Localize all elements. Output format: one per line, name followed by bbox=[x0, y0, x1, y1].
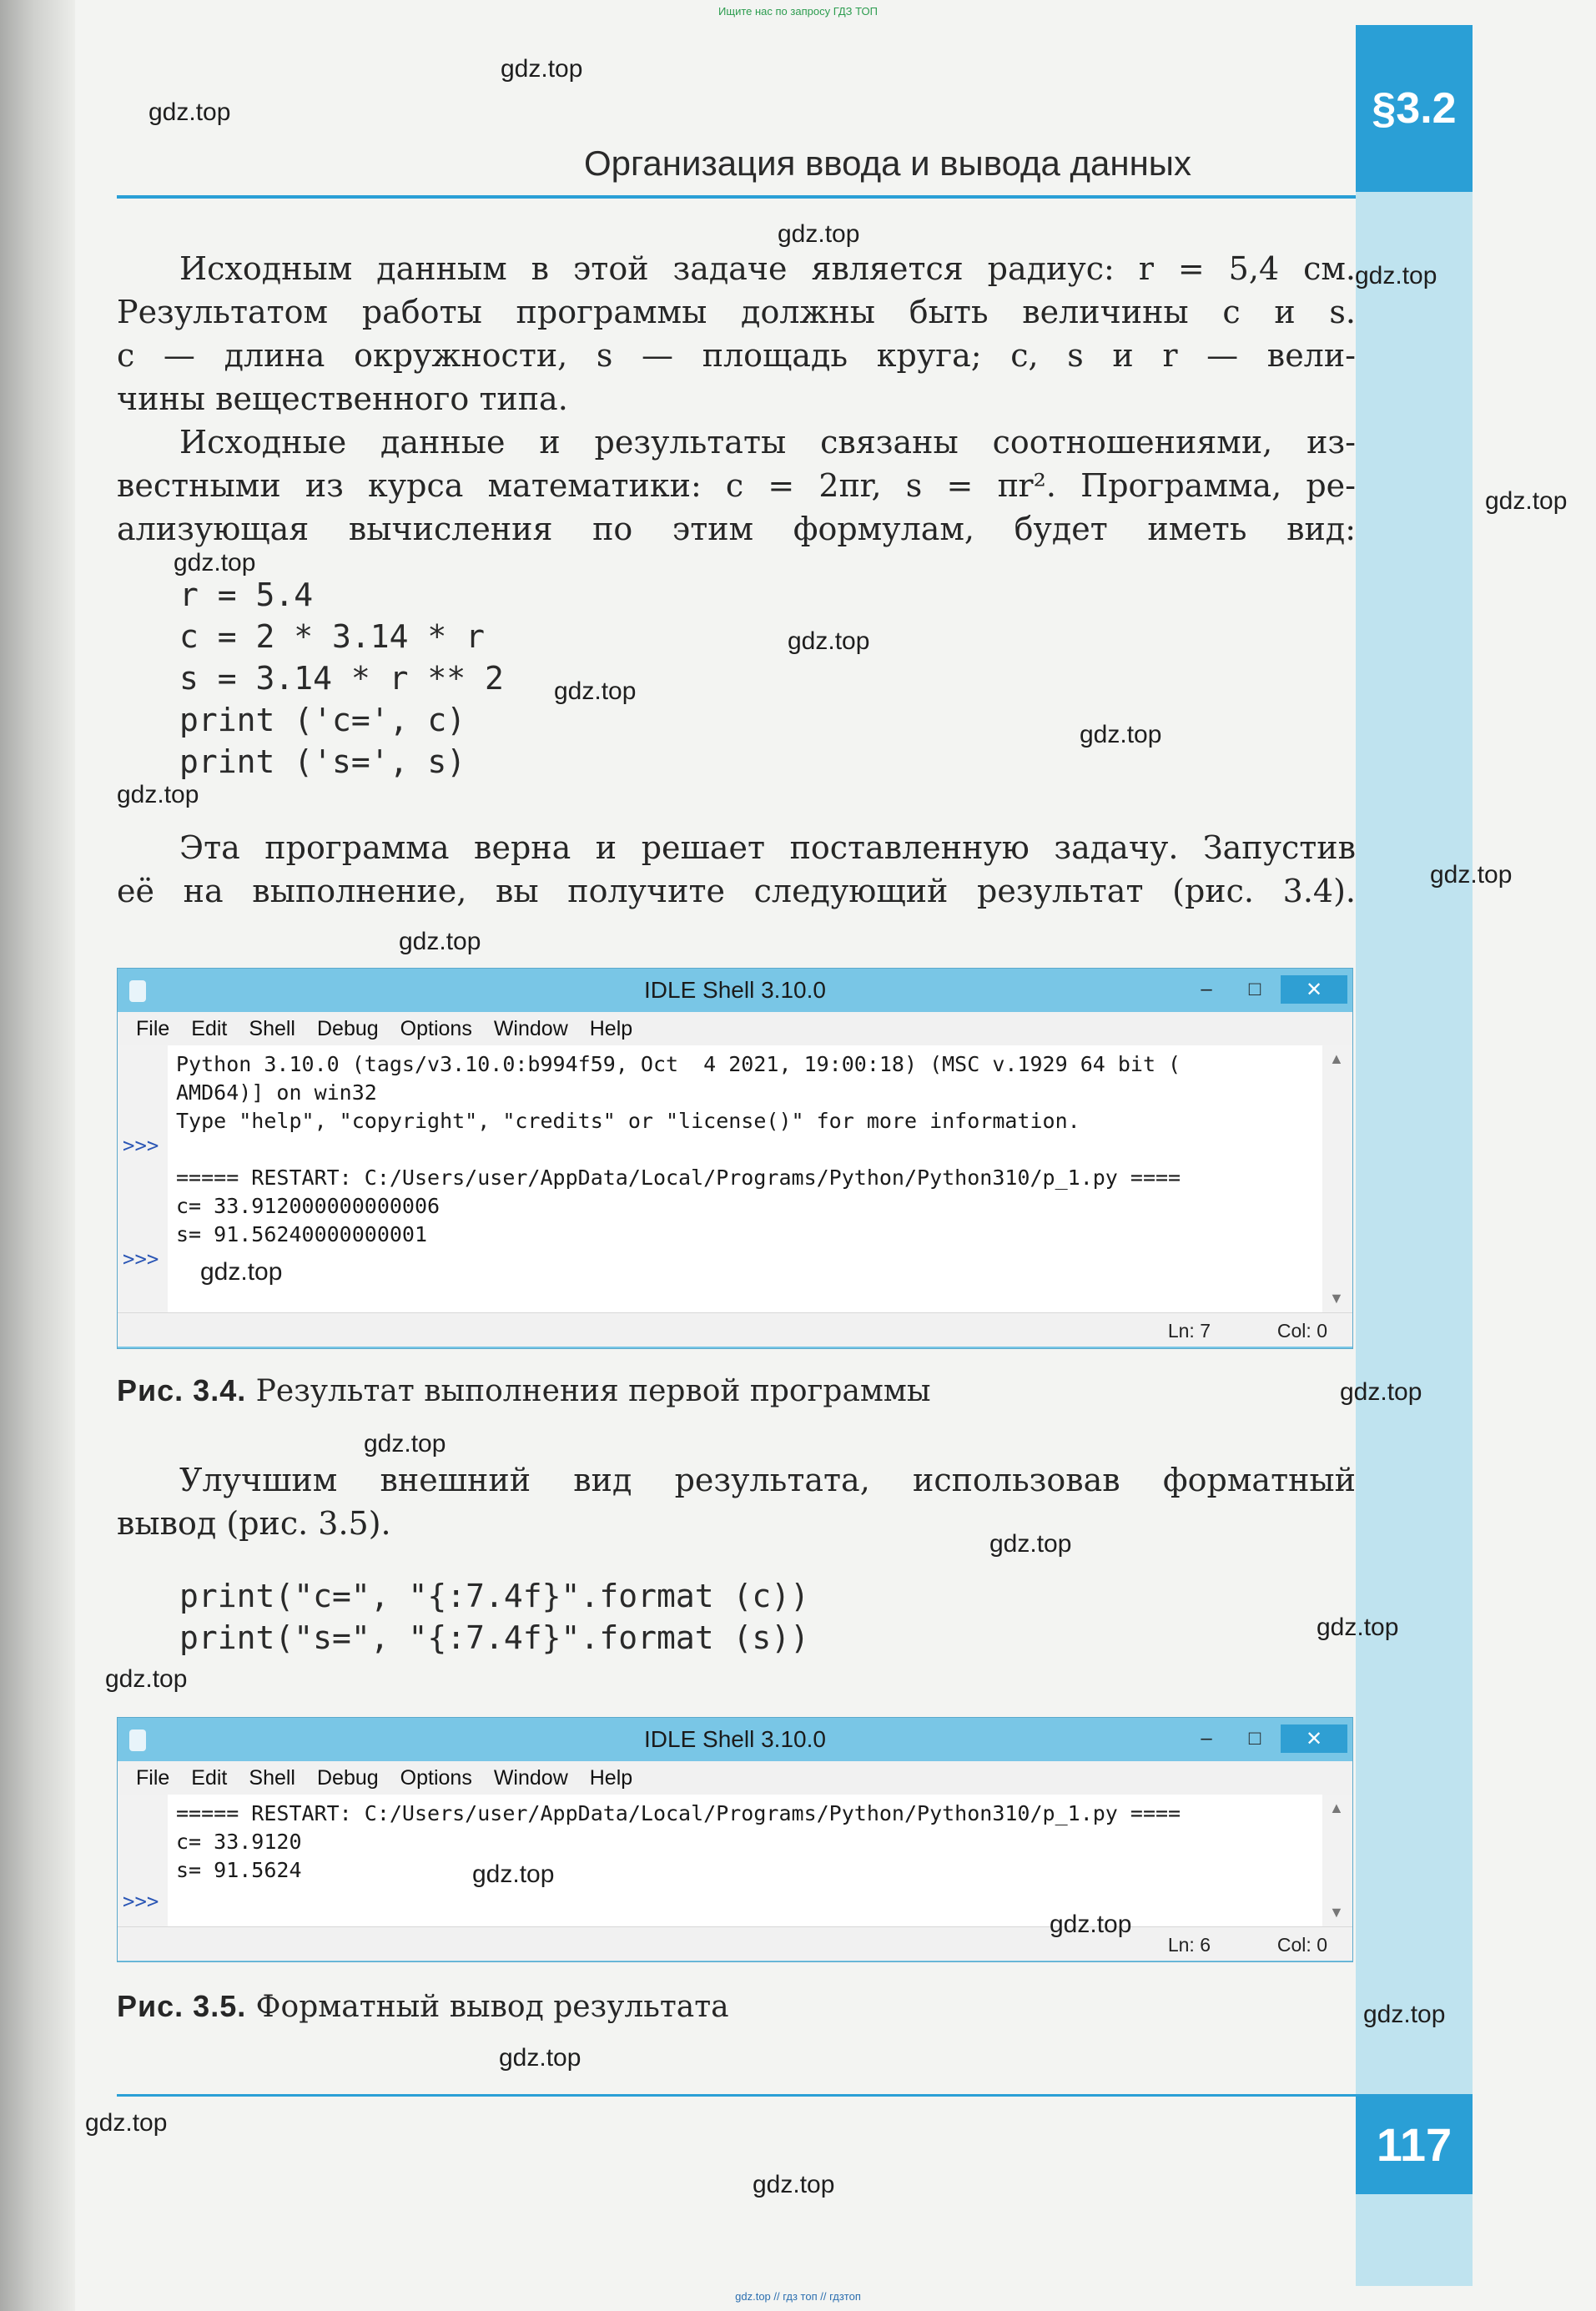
minimize-icon[interactable]: – bbox=[1201, 1727, 1212, 1750]
watermark: gdz.top bbox=[105, 1665, 188, 1693]
watermark: gdz.top bbox=[989, 1530, 1072, 1558]
status-column: Col: 0 bbox=[1276, 1934, 1327, 1956]
paragraph-2 bbox=[117, 420, 1356, 551]
menu-shell[interactable]: Shell bbox=[249, 1016, 295, 1040]
watermark: gdz.top bbox=[501, 55, 583, 83]
shell-prompt: >>> bbox=[123, 1134, 159, 1157]
paragraph-line: вестными из курса математики: c = 2πr, s = πr². Программа, ре- bbox=[117, 467, 1356, 504]
status-bar bbox=[118, 1312, 1352, 1347]
figure-caption-2 bbox=[117, 1989, 729, 2024]
menu-debug[interactable]: Debug bbox=[316, 1765, 379, 1790]
paragraph-line: Исходным данным в этой задаче является радиус: r = 5,4 см. bbox=[179, 250, 1356, 287]
watermark: gdz.top bbox=[1340, 1378, 1422, 1406]
watermark: gdz.top bbox=[1317, 1614, 1399, 1641]
menu-file[interactable]: File bbox=[136, 1765, 170, 1790]
status-line: Ln: 6 bbox=[1167, 1934, 1211, 1956]
menu-help[interactable]: Help bbox=[589, 1765, 633, 1790]
side-tab-strip bbox=[1356, 25, 1473, 2286]
idle-shell-window-2 bbox=[117, 1717, 1353, 1962]
menu-options[interactable]: Options bbox=[400, 1016, 472, 1040]
paragraph-line: c — длина окружности, s — площадь круга; c, s и r — вели- bbox=[117, 337, 1356, 374]
shell-prompt: >>> bbox=[123, 1890, 159, 1913]
menu-help[interactable]: Help bbox=[589, 1016, 633, 1040]
bottom-note: gdz.top // гдз топ // гдзтоп bbox=[735, 2290, 861, 2303]
status-bar bbox=[118, 1926, 1352, 1961]
paragraph-line: Улучшим внешний вид результата, использовав форматный bbox=[179, 1462, 1356, 1498]
menu-edit[interactable]: Edit bbox=[191, 1765, 228, 1790]
shell-prompt: >>> bbox=[123, 1247, 159, 1271]
paragraph-3 bbox=[117, 826, 1356, 913]
caption-number: Рис. 3.5. bbox=[117, 1989, 247, 2023]
paragraph-line: её на выполнение, вы получите следующий результат (рис. 3.4). bbox=[117, 873, 1356, 909]
caption-text: Форматный вывод результата bbox=[255, 1990, 729, 2024]
watermark: gdz.top bbox=[1355, 262, 1437, 290]
menu-shell[interactable]: Shell bbox=[249, 1765, 295, 1790]
idle-menubar bbox=[118, 1761, 1352, 1795]
status-line: Ln: 7 bbox=[1167, 1320, 1211, 1342]
caption-number: Рис. 3.4. bbox=[117, 1373, 247, 1407]
maximize-icon[interactable]: □ bbox=[1248, 978, 1261, 1000]
paragraph-line: Результатом работы программы должны быть величины c и s. bbox=[117, 294, 1356, 330]
close-icon[interactable]: ✕ bbox=[1281, 1724, 1347, 1753]
watermark: gdz.top bbox=[1485, 487, 1568, 515]
paragraph-line: Исходные данные и результаты связаны соотношениями, из- bbox=[179, 424, 1356, 461]
idle-menubar bbox=[118, 1012, 1352, 1045]
menu-options[interactable]: Options bbox=[400, 1765, 472, 1790]
minimize-icon[interactable]: – bbox=[1201, 978, 1212, 1000]
header-title: Организация ввода и вывода данных bbox=[584, 143, 1191, 183]
scroll-up-icon[interactable]: ▲ bbox=[1329, 1050, 1344, 1067]
menu-window[interactable]: Window bbox=[493, 1016, 568, 1040]
watermark: gdz.top bbox=[472, 1860, 555, 1888]
scroll-down-icon[interactable]: ▼ bbox=[1329, 1904, 1344, 1921]
shell-output[interactable]: ===== RESTART: C:/Users/user/AppData/Local/Programs/Python/Python310/p_1.py ==== c= 33.9120 s= 91.5624 bbox=[176, 1801, 1181, 1882]
watermark: gdz.top bbox=[174, 549, 256, 576]
idle-shell-body bbox=[118, 1045, 1352, 1312]
paragraph-line: вывод (рис. 3.5). bbox=[117, 1505, 391, 1542]
close-icon[interactable]: ✕ bbox=[1281, 975, 1347, 1004]
watermark: gdz.top bbox=[364, 1430, 446, 1458]
code-block-1: r = 5.4 c = 2 * 3.14 * r s = 3.14 * r ** 2 print ('c=', c) print ('s=', s) bbox=[179, 576, 504, 780]
book-spine-shadow bbox=[0, 0, 75, 2311]
watermark: gdz.top bbox=[149, 98, 231, 126]
menu-edit[interactable]: Edit bbox=[191, 1016, 228, 1040]
bottom-rule bbox=[117, 2094, 1356, 2097]
status-column: Col: 0 bbox=[1276, 1320, 1327, 1342]
code-block-2: print("c=", "{:7.4f}".format (c)) print("s=", "{:7.4f}".format (s)) bbox=[179, 1578, 809, 1656]
watermark: gdz.top bbox=[200, 1258, 283, 1286]
paragraph-line: Эта программа верна и решает поставленную задачу. Запустив bbox=[179, 829, 1356, 866]
idle-shell-window-1 bbox=[117, 968, 1353, 1349]
paragraph-1 bbox=[117, 247, 1356, 420]
watermark: gdz.top bbox=[753, 2171, 835, 2198]
watermark: gdz.top bbox=[499, 2044, 582, 2072]
watermark: gdz.top bbox=[117, 781, 199, 808]
idle-titlebar bbox=[118, 969, 1352, 1012]
watermark: gdz.top bbox=[1080, 721, 1162, 748]
paragraph-line: чины вещественного типа. bbox=[117, 380, 568, 417]
idle-shell-body bbox=[118, 1795, 1352, 1926]
scroll-up-icon[interactable]: ▲ bbox=[1329, 1800, 1344, 1816]
watermark: gdz.top bbox=[778, 220, 860, 248]
paragraph-line: ализующая вычисления по этим формулам, будет иметь вид: bbox=[117, 511, 1356, 547]
idle-titlebar bbox=[118, 1718, 1352, 1761]
watermark: gdz.top bbox=[1050, 1911, 1132, 1938]
scroll-down-icon[interactable]: ▼ bbox=[1329, 1290, 1344, 1307]
section-badge: §3.2 bbox=[1356, 25, 1473, 192]
maximize-icon[interactable]: □ bbox=[1248, 1727, 1261, 1750]
prompt-gutter bbox=[118, 1045, 168, 1312]
watermark: gdz.top bbox=[554, 677, 637, 705]
watermark: gdz.top bbox=[788, 627, 870, 655]
menu-file[interactable]: File bbox=[136, 1016, 170, 1040]
idle-window-title: IDLE Shell 3.10.0 bbox=[644, 977, 826, 1003]
idle-window-title: IDLE Shell 3.10.0 bbox=[644, 1726, 826, 1752]
shell-output[interactable]: Python 3.10.0 (tags/v3.10.0:b994f59, Oct 4 2021, 19:00:18) (MSC v.1929 64 bit ( AMD64)] on win32 Type "help", "copyright", "credits" or "license()" for more information. ===== RESTART: C:/Users/user/AppData/Local/Programs/Python/Python310/p_1.py ==== c= 33.912000000000006 s= 91.56240000000001 bbox=[176, 1052, 1181, 1246]
top-note: Ищите нас по запросу ГДЗ ТОП bbox=[718, 5, 878, 18]
prompt-gutter bbox=[118, 1795, 168, 1926]
watermark: gdz.top bbox=[1363, 2001, 1446, 2028]
caption-text: Результат выполнения первой программы bbox=[255, 1374, 931, 1408]
page-number: 117 bbox=[1356, 2094, 1473, 2194]
watermark: gdz.top bbox=[399, 928, 481, 955]
figure-caption-1 bbox=[117, 1373, 931, 1408]
watermark: gdz.top bbox=[1430, 861, 1513, 889]
header-rule bbox=[117, 195, 1356, 199]
scrollbar[interactable] bbox=[1322, 1795, 1352, 1926]
scrollbar[interactable] bbox=[1322, 1045, 1352, 1312]
menu-debug[interactable]: Debug bbox=[316, 1016, 379, 1040]
paragraph-4 bbox=[117, 1458, 1356, 1545]
watermark: gdz.top bbox=[85, 2109, 168, 2137]
menu-window[interactable]: Window bbox=[493, 1765, 568, 1790]
